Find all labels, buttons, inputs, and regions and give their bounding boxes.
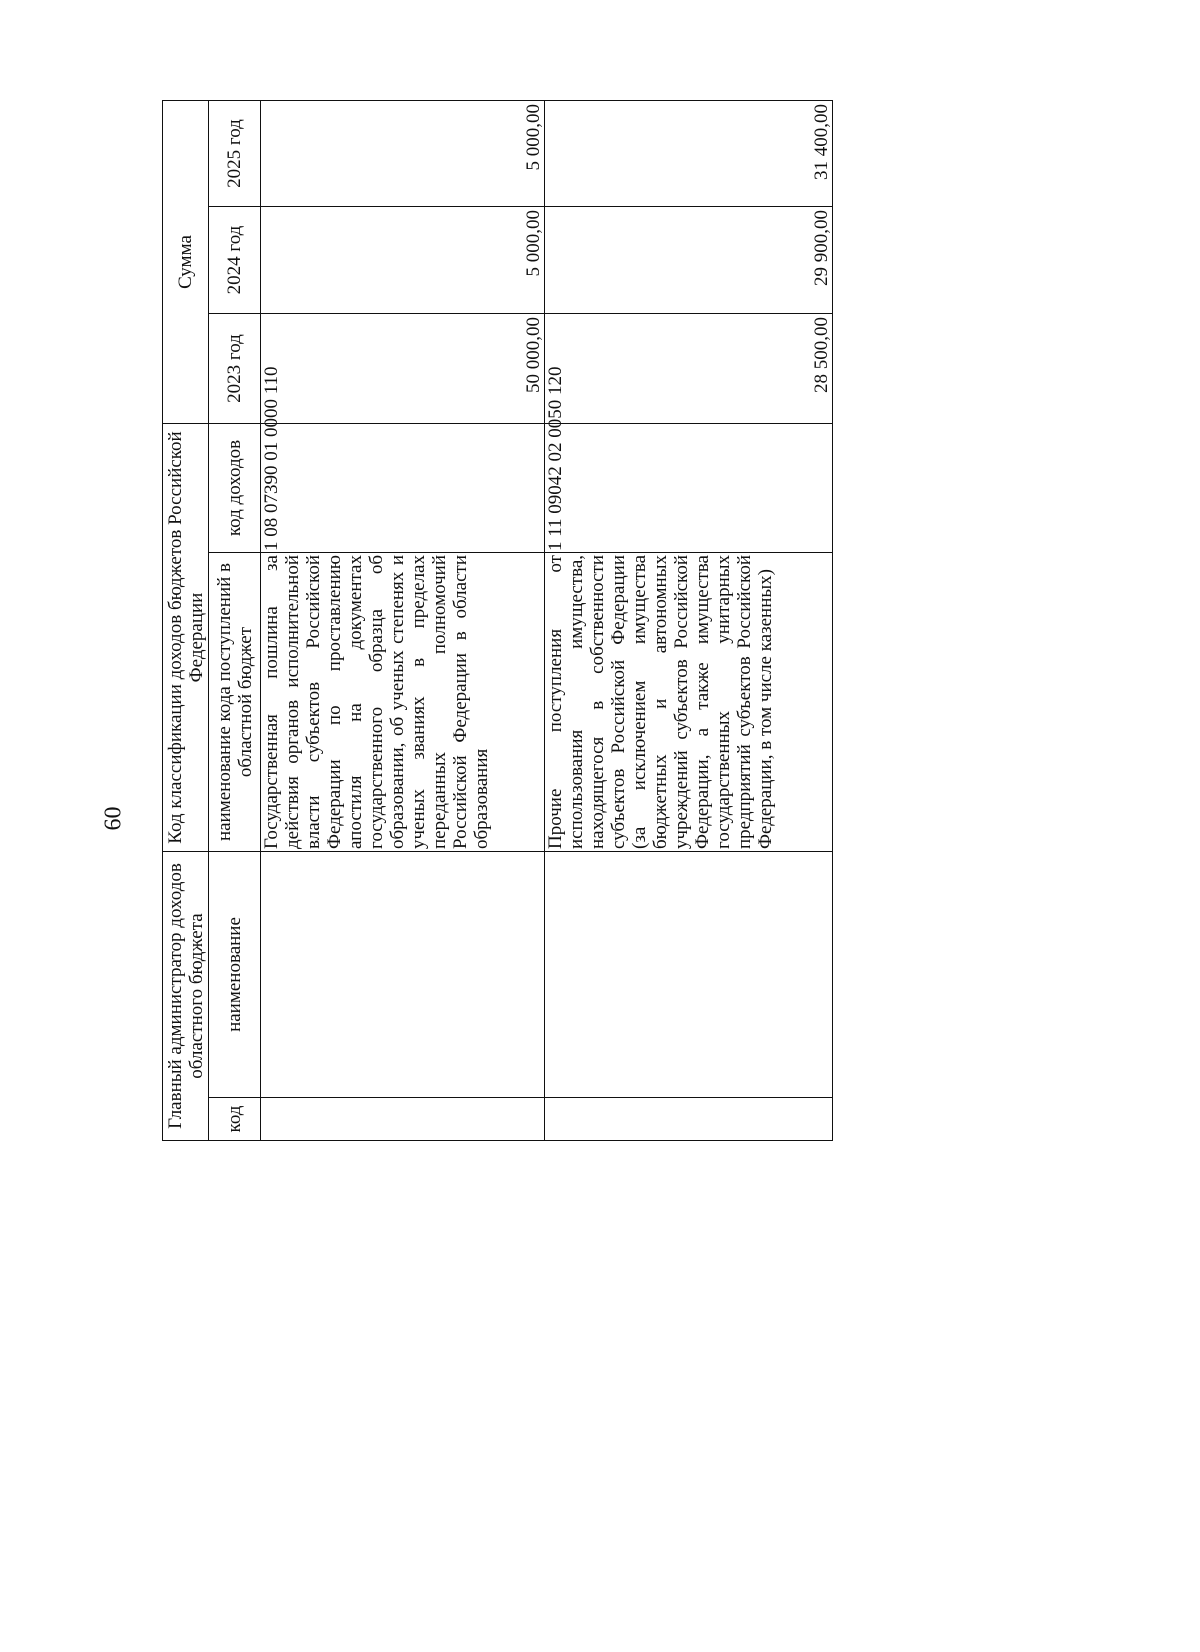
row-amount-2025: 31 400,00 [545,100,833,206]
row-admin-name [261,852,545,1098]
row-amount-2024: 5 000,00 [261,207,545,314]
admin-group-header: Главный администратор доходов областного бюджета [163,852,209,1141]
table-row [545,100,833,1140]
row-income-code: 1 11 09042 02 0050 120 [545,424,833,553]
table-row [261,100,545,1140]
col-2024-header: 2024 год [209,207,261,314]
page-number: 60 [100,806,127,831]
col-code-header: код [209,1098,261,1141]
row-amount-2025: 5 000,00 [261,100,545,206]
row-amount-2023: 50 000,00 [261,314,545,424]
row-income-name: Прочие поступления от использования имущества, находящегося в собственности субъектов Российской Федерации (за исключением имущества бюджетных и автономных учреждений субъектов Российской Федерации, а также имущества государственных унитарных предприятий субъектов Российской Федерации, в том числе казенных) [545,553,833,852]
row-admin-name [545,852,833,1098]
row-admin-code [261,1098,545,1141]
sum-group-header: Сумма [163,100,209,423]
col-income-code-header: код доходов [209,424,261,553]
row-amount-2023: 28 500,00 [545,314,833,424]
budget-table-container [162,101,854,1141]
row-income-name: Государственная пошлина за действия органов исполнительной власти субъектов Российской Федерации по проставлению апостиля на документах государственного образца об образовании, об ученых степенях и ученых званиях в пределах переданных полномочий Российской Федерации в области образования [261,553,545,852]
row-admin-code [545,1098,833,1141]
col-2025-header: 2025 год [209,100,261,206]
col-income-name-header: наименование кода поступлений в областной бюджет [209,553,261,852]
row-income-code: 1 08 07390 01 0000 110 [261,424,545,553]
col-2023-header: 2023 год [209,314,261,424]
row-amount-2024: 29 900,00 [545,207,833,314]
col-name-header: наименование [209,852,261,1098]
budget-income-table [162,100,833,1141]
classification-group-header: Код классификации доходов бюджетов Российской Федерации [163,424,209,852]
